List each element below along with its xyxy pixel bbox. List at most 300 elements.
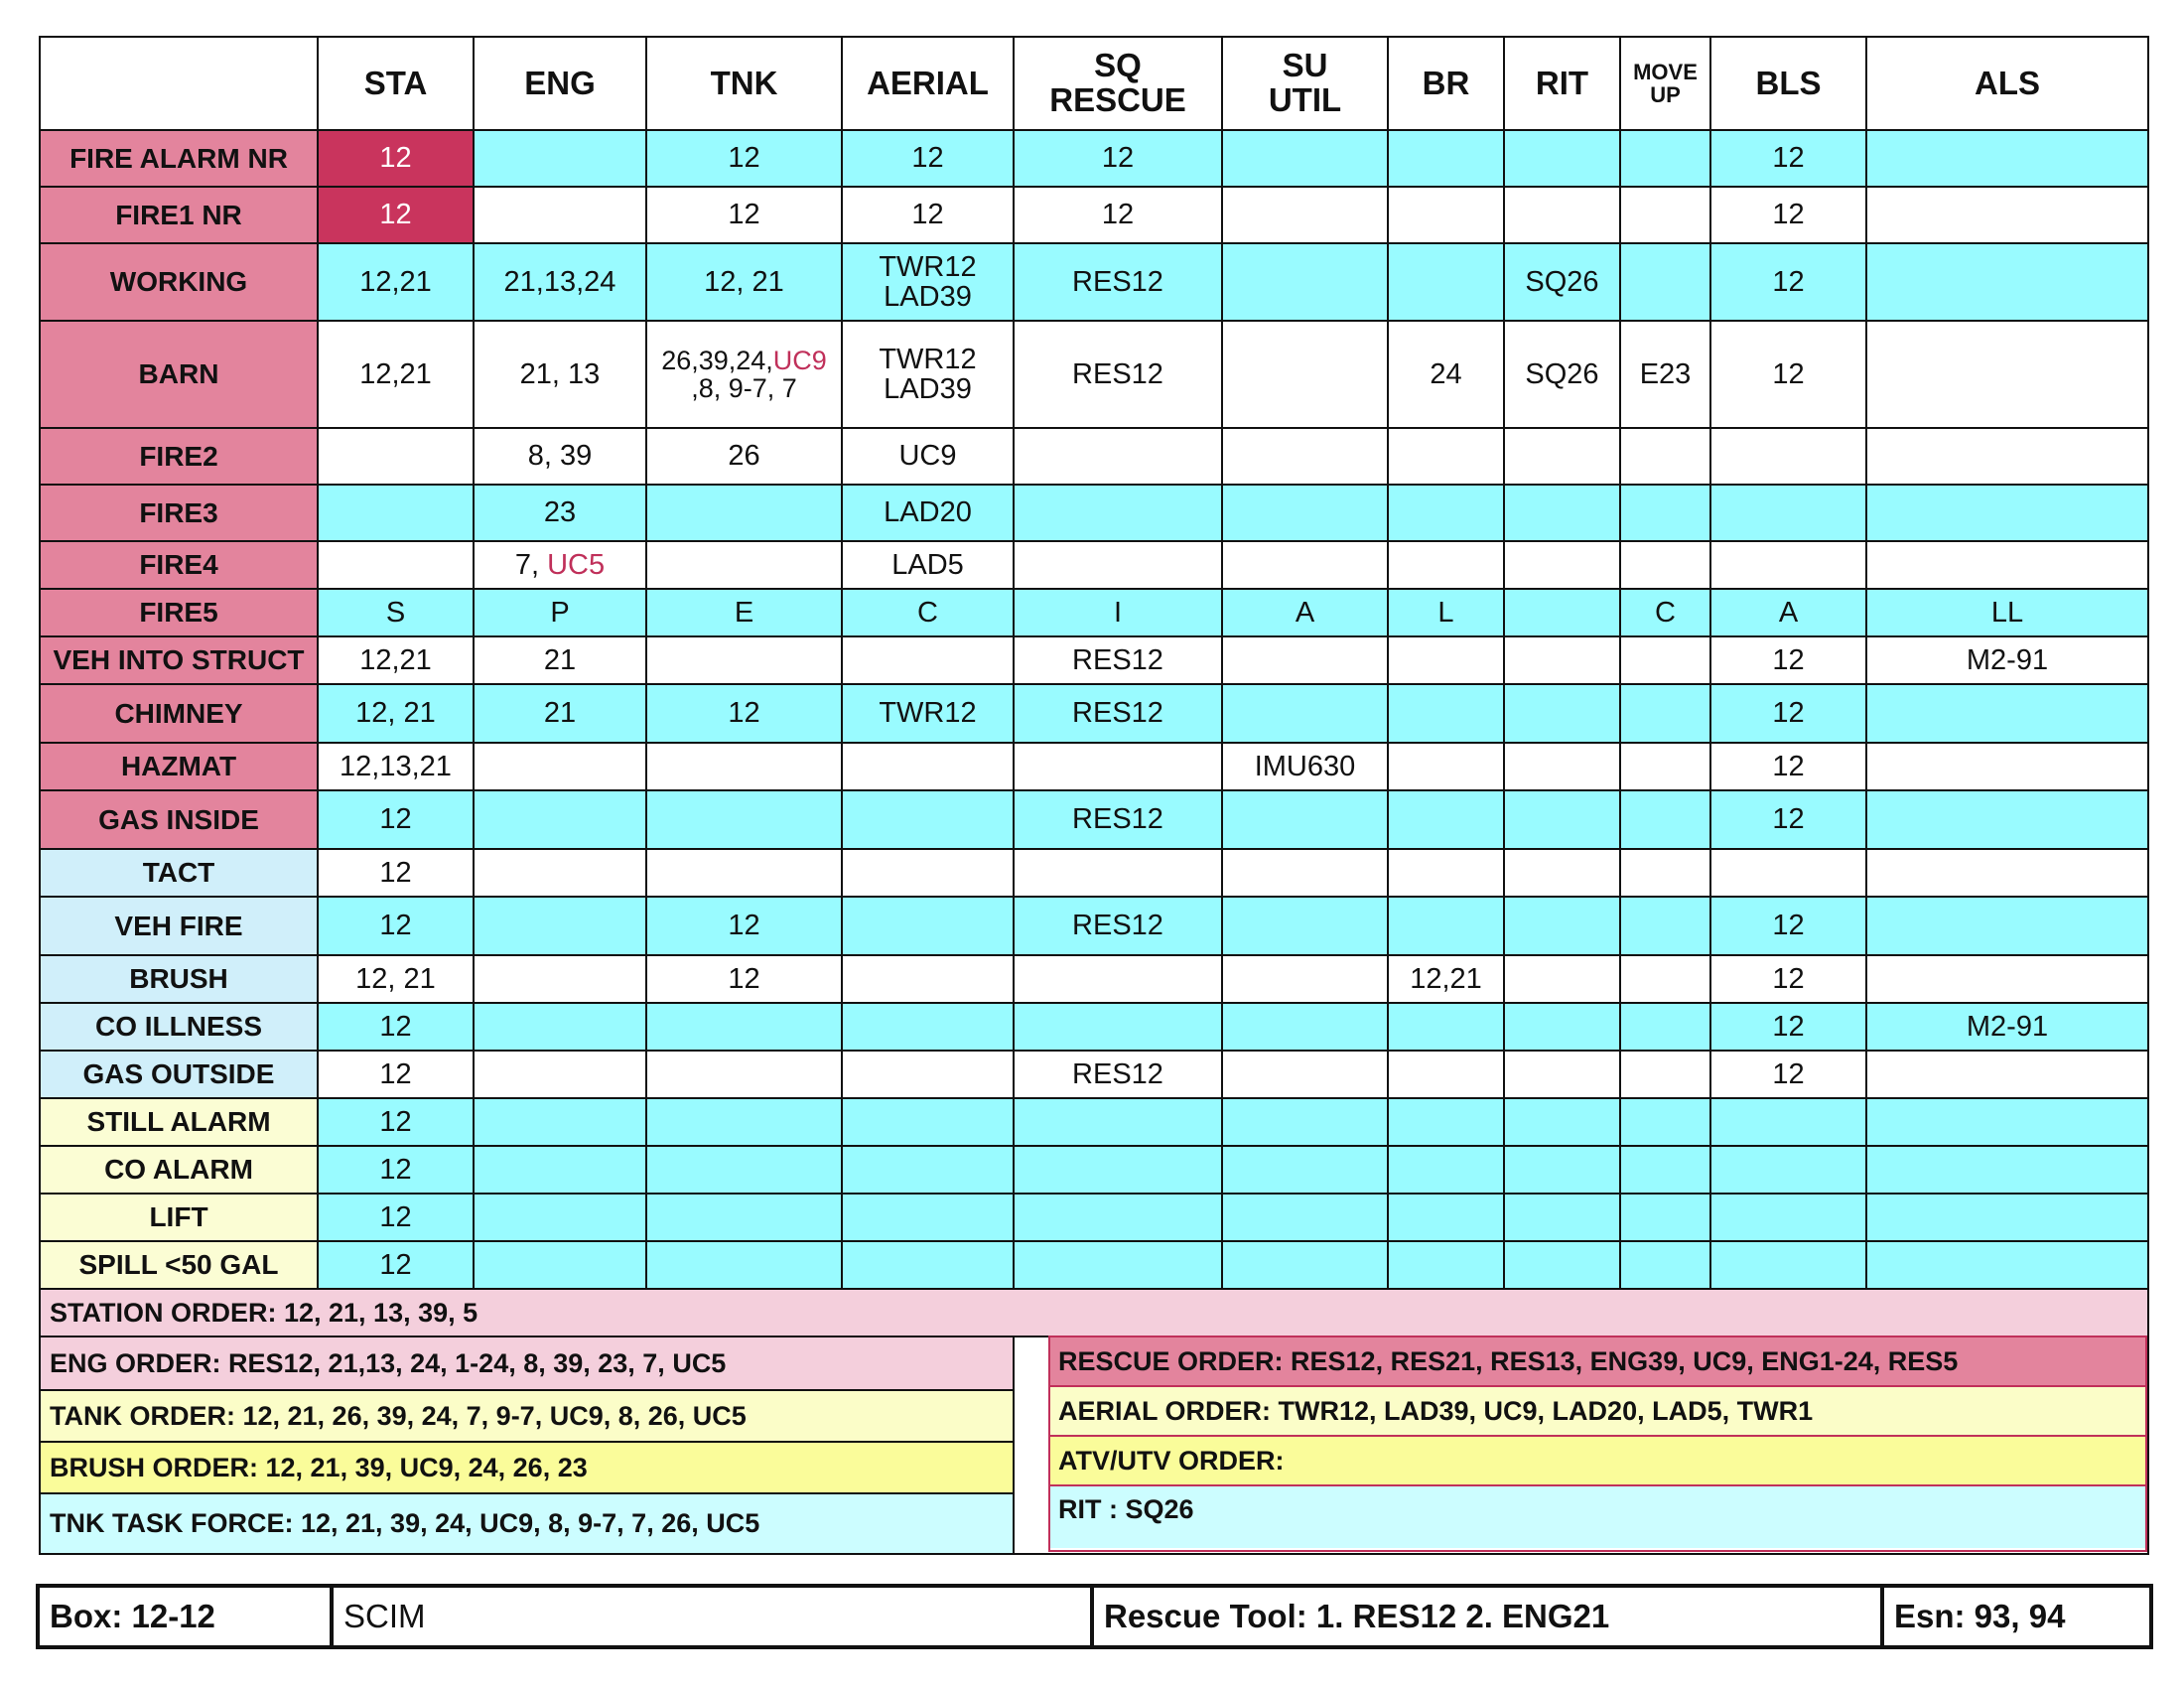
cell-su-util <box>1222 684 1388 743</box>
cell-rit <box>1504 743 1620 790</box>
cell-sq-rescue: RES12 <box>1014 636 1222 684</box>
cell-move-up <box>1620 130 1710 187</box>
cell-br: 24 <box>1388 321 1504 428</box>
cell-sta: 12 <box>318 130 474 187</box>
cell-eng: 21 <box>474 636 646 684</box>
cell-sta: 12 <box>318 1051 474 1098</box>
cell-move-up <box>1620 1051 1710 1098</box>
cell-sq-rescue: RES12 <box>1014 1051 1222 1098</box>
cell-rit: SQ26 <box>1504 321 1620 428</box>
cell-sta: 12,21 <box>318 321 474 428</box>
cell-br <box>1388 187 1504 243</box>
cell-tnk: 12, 21 <box>646 243 842 321</box>
cell-als <box>1866 243 2148 321</box>
cell-als <box>1866 541 2148 589</box>
left-orders-panel <box>40 1336 1014 1554</box>
cell-sq-rescue <box>1014 849 1222 897</box>
cell-sta: 12 <box>318 1003 474 1051</box>
cell-br <box>1388 428 1504 485</box>
cell-eng <box>474 130 646 187</box>
cell-br <box>1388 243 1504 321</box>
cell-sta: 12 <box>318 187 474 243</box>
cell-su-util <box>1222 1241 1388 1289</box>
table-row <box>40 684 2148 743</box>
tank-order: TANK ORDER: 12, 21, 26, 39, 24, 7, 9-7, UC9, 8, 26, UC5 <box>41 1391 1013 1443</box>
cell-sta: 12 <box>318 849 474 897</box>
cell-aerial <box>842 743 1014 790</box>
cell-bls <box>1710 1241 1866 1289</box>
row-label: TACT <box>40 849 318 897</box>
cell-move-up <box>1620 1003 1710 1051</box>
cell-rit <box>1504 849 1620 897</box>
cell-aerial: TWR12 LAD39 <box>842 243 1014 321</box>
table-row <box>40 849 2148 897</box>
table-row <box>40 897 2148 955</box>
cell-aerial <box>842 897 1014 955</box>
cell-rit <box>1504 1003 1620 1051</box>
cell-su-util <box>1222 790 1388 849</box>
cell-br <box>1388 485 1504 541</box>
cell-als <box>1866 1241 2148 1289</box>
cell-sta: 12,21 <box>318 636 474 684</box>
cell-aerial <box>842 1146 1014 1194</box>
cell-sq-rescue: 12 <box>1014 130 1222 187</box>
cell-aerial <box>842 1194 1014 1241</box>
cell-aerial: LAD20 <box>842 485 1014 541</box>
cell-bls: 12 <box>1710 187 1866 243</box>
cell-eng <box>474 790 646 849</box>
cell-bls: 12 <box>1710 636 1866 684</box>
cell-sta: 12 <box>318 1146 474 1194</box>
cell-br <box>1388 684 1504 743</box>
cell-als <box>1866 743 2148 790</box>
cell-br <box>1388 1098 1504 1146</box>
cell-sq-rescue <box>1014 1098 1222 1146</box>
cell-rit <box>1504 187 1620 243</box>
cell-tnk: 12 <box>646 684 842 743</box>
row-label: FIRE2 <box>40 428 318 485</box>
cell-move-up: C <box>1620 589 1710 636</box>
table-row <box>40 955 2148 1003</box>
table-row <box>40 1146 2148 1194</box>
cell-rit <box>1504 1051 1620 1098</box>
cell-als <box>1866 485 2148 541</box>
cell-sq-rescue <box>1014 1146 1222 1194</box>
cell-bls: 12 <box>1710 243 1866 321</box>
cell-bls <box>1710 1194 1866 1241</box>
cell-tnk <box>646 636 842 684</box>
cell-su-util <box>1222 955 1388 1003</box>
cell-aerial: TWR12 <box>842 684 1014 743</box>
table-row <box>40 130 2148 187</box>
cell-als: M2-91 <box>1866 636 2148 684</box>
table-row <box>40 1098 2148 1146</box>
box-number: Box: 12-12 <box>38 1586 332 1647</box>
esn-number: Esn: 93, 94 <box>1882 1586 2151 1647</box>
row-label: CO ALARM <box>40 1146 318 1194</box>
cell-tnk <box>646 485 842 541</box>
cell-als <box>1866 684 2148 743</box>
cell-bls: 12 <box>1710 955 1866 1003</box>
cell-sta: 12 <box>318 790 474 849</box>
table-row <box>40 636 2148 684</box>
cell-sta: 12 <box>318 1241 474 1289</box>
cell-move-up <box>1620 1194 1710 1241</box>
cell-su-util: A <box>1222 589 1388 636</box>
rescue-tool: Rescue Tool: 1. RES12 2. ENG21 <box>1092 1586 1882 1647</box>
cell-eng <box>474 897 646 955</box>
cell-als <box>1866 130 2148 187</box>
cell-tnk <box>646 1098 842 1146</box>
cell-tnk <box>646 1146 842 1194</box>
cell-als <box>1866 1098 2148 1146</box>
cell-als <box>1866 1051 2148 1098</box>
cell-aerial: C <box>842 589 1014 636</box>
cell-tnk <box>646 1051 842 1098</box>
cell-aerial: TWR12 LAD39 <box>842 321 1014 428</box>
header-sq-rescue: SQ RESCUE <box>1014 37 1222 130</box>
cell-tnk: 12 <box>646 130 842 187</box>
table-row <box>40 485 2148 541</box>
cell-su-util <box>1222 1146 1388 1194</box>
row-label: BARN <box>40 321 318 428</box>
cell-su-util <box>1222 1003 1388 1051</box>
cell-tnk <box>646 790 842 849</box>
cell-br <box>1388 790 1504 849</box>
cell-rit <box>1504 897 1620 955</box>
cell-br <box>1388 130 1504 187</box>
cell-move-up <box>1620 485 1710 541</box>
cell-sq-rescue: RES12 <box>1014 684 1222 743</box>
cell-eng: 8, 39 <box>474 428 646 485</box>
header-sta: STA <box>318 37 474 130</box>
cell-sta <box>318 428 474 485</box>
cell-move-up <box>1620 1241 1710 1289</box>
cell-br <box>1388 1194 1504 1241</box>
header-move-up: MOVE UP <box>1620 37 1710 130</box>
cell-bls <box>1710 1146 1866 1194</box>
cell-su-util: IMU630 <box>1222 743 1388 790</box>
cell-tnk <box>646 1194 842 1241</box>
cell-bls <box>1710 428 1866 485</box>
cell-als <box>1866 1146 2148 1194</box>
cell-move-up <box>1620 790 1710 849</box>
cell-br: L <box>1388 589 1504 636</box>
cell-su-util <box>1222 1051 1388 1098</box>
cell-als <box>1866 428 2148 485</box>
cell-aerial: 12 <box>842 187 1014 243</box>
cell-su-util <box>1222 485 1388 541</box>
cell-br <box>1388 897 1504 955</box>
table-row <box>40 243 2148 321</box>
cell-als <box>1866 1194 2148 1241</box>
cell-sta: 12, 21 <box>318 684 474 743</box>
table-row <box>40 589 2148 636</box>
cell-eng: 23 <box>474 485 646 541</box>
cell-tnk <box>646 541 842 589</box>
cell-eng <box>474 1098 646 1146</box>
cell-su-util <box>1222 849 1388 897</box>
cell-als <box>1866 955 2148 1003</box>
cell-rit <box>1504 589 1620 636</box>
cell-bls: 12 <box>1710 897 1866 955</box>
cell-sta: 12 <box>318 897 474 955</box>
cell-als <box>1866 187 2148 243</box>
header-br: BR <box>1388 37 1504 130</box>
cell-su-util <box>1222 428 1388 485</box>
cell-su-util <box>1222 243 1388 321</box>
cell-tnk: 12 <box>646 187 842 243</box>
cell-sta <box>318 541 474 589</box>
cell-tnk: 26 <box>646 428 842 485</box>
cell-rit <box>1504 636 1620 684</box>
eng-order: ENG ORDER: RES12, 21,13, 24, 1-24, 8, 39, 23, 7, UC5 <box>41 1337 1013 1391</box>
cell-bls: 12 <box>1710 1003 1866 1051</box>
cell-su-util <box>1222 187 1388 243</box>
cell-text: 7, <box>514 548 548 581</box>
cell-tnk <box>646 849 842 897</box>
cell-aerial <box>842 790 1014 849</box>
cell-move-up <box>1620 897 1710 955</box>
cell-sta <box>318 485 474 541</box>
header-tnk: TNK <box>646 37 842 130</box>
cell-rit <box>1504 1098 1620 1146</box>
cell-br <box>1388 1051 1504 1098</box>
header-als: ALS <box>1866 37 2148 130</box>
cell-br <box>1388 1146 1504 1194</box>
cell-move-up <box>1620 743 1710 790</box>
cell-eng <box>474 1194 646 1241</box>
table-row <box>40 1003 2148 1051</box>
cell-sq-rescue <box>1014 428 1222 485</box>
header-row <box>40 37 2148 130</box>
cell-br <box>1388 636 1504 684</box>
cell-su-util <box>1222 636 1388 684</box>
cell-als: LL <box>1866 589 2148 636</box>
cell-sq-rescue: RES12 <box>1014 790 1222 849</box>
cell-text: ,8, 9-7, 7 <box>691 373 797 403</box>
cell-rit <box>1504 428 1620 485</box>
brush-order: BRUSH ORDER: 12, 21, 39, UC9, 24, 26, 23 <box>41 1443 1013 1494</box>
cell-br: 12,21 <box>1388 955 1504 1003</box>
row-label: GAS INSIDE <box>40 790 318 849</box>
cell-bls: 12 <box>1710 130 1866 187</box>
row-label: FIRE ALARM NR <box>40 130 318 187</box>
cell-bls <box>1710 541 1866 589</box>
cell-move-up <box>1620 243 1710 321</box>
cell-eng <box>474 541 646 589</box>
row-label: VEH FIRE <box>40 897 318 955</box>
cell-als: M2-91 <box>1866 1003 2148 1051</box>
cell-eng <box>474 849 646 897</box>
cell-bls: 12 <box>1710 790 1866 849</box>
cell-tnk: 12 <box>646 955 842 1003</box>
cell-sq-rescue <box>1014 1194 1222 1241</box>
cell-tnk <box>646 321 842 428</box>
cell-su-util <box>1222 1098 1388 1146</box>
cell-br <box>1388 1003 1504 1051</box>
cell-sq-rescue: RES12 <box>1014 897 1222 955</box>
cell-aerial <box>842 1241 1014 1289</box>
table-row <box>40 1194 2148 1241</box>
cell-aerial <box>842 1098 1014 1146</box>
footer-bar <box>36 1584 2153 1649</box>
row-label: BRUSH <box>40 955 318 1003</box>
cell-sq-rescue: I <box>1014 589 1222 636</box>
cell-tnk <box>646 1241 842 1289</box>
table-row <box>40 1241 2148 1289</box>
cell-aerial: LAD5 <box>842 541 1014 589</box>
cell-tnk: 12 <box>646 897 842 955</box>
row-label: FIRE4 <box>40 541 318 589</box>
cell-bls <box>1710 485 1866 541</box>
cell-sta: 12 <box>318 1194 474 1241</box>
cell-move-up <box>1620 684 1710 743</box>
cell-eng <box>474 1051 646 1098</box>
cell-eng <box>474 955 646 1003</box>
cell-sq-rescue <box>1014 1003 1222 1051</box>
row-label: SPILL <50 GAL <box>40 1241 318 1289</box>
cell-sta: S <box>318 589 474 636</box>
cell-sq-rescue: 12 <box>1014 187 1222 243</box>
cell-move-up <box>1620 955 1710 1003</box>
cell-move-up <box>1620 1098 1710 1146</box>
cell-aerial <box>842 955 1014 1003</box>
row-label: FIRE3 <box>40 485 318 541</box>
cell-rit <box>1504 955 1620 1003</box>
cell-als <box>1866 897 2148 955</box>
cell-move-up <box>1620 187 1710 243</box>
cell-sq-rescue: RES12 <box>1014 321 1222 428</box>
cell-als <box>1866 321 2148 428</box>
cell-aerial <box>842 849 1014 897</box>
row-label: GAS OUTSIDE <box>40 1051 318 1098</box>
cell-su-util <box>1222 130 1388 187</box>
cell-move-up: E23 <box>1620 321 1710 428</box>
header-aerial: AERIAL <box>842 37 1014 130</box>
cell-bls <box>1710 849 1866 897</box>
cell-eng <box>474 1146 646 1194</box>
row-label: FIRE1 NR <box>40 187 318 243</box>
cell-tnk <box>646 743 842 790</box>
cell-rit <box>1504 130 1620 187</box>
tnk-task-force: TNK TASK FORCE: 12, 21, 39, 24, UC9, 8, 9-7, 7, 26, UC5 <box>41 1494 1013 1553</box>
station-order: STATION ORDER: 12, 21, 13, 39, 5 <box>40 1289 2148 1336</box>
cell-su-util <box>1222 541 1388 589</box>
cell-rit <box>1504 1194 1620 1241</box>
cell-eng: 21, 13 <box>474 321 646 428</box>
cell-rit <box>1504 684 1620 743</box>
row-label: CHIMNEY <box>40 684 318 743</box>
cell-tnk <box>646 1003 842 1051</box>
cell-rit <box>1504 1146 1620 1194</box>
cell-rit: SQ26 <box>1504 243 1620 321</box>
run-card-table <box>39 36 2149 1555</box>
row-label: VEH INTO STRUCT <box>40 636 318 684</box>
rescue-order: RESCUE ORDER: RES12, RES21, RES13, ENG39, UC9, ENG1-24, RES5 <box>1050 1337 2145 1387</box>
table-row <box>40 1051 2148 1098</box>
cell-eng <box>474 1241 646 1289</box>
table-row <box>40 428 2148 485</box>
cell-sq-rescue <box>1014 955 1222 1003</box>
cell-eng <box>474 187 646 243</box>
cell-eng: P <box>474 589 646 636</box>
cell-bls <box>1710 1098 1866 1146</box>
table-row <box>40 321 2148 428</box>
cell-move-up <box>1620 849 1710 897</box>
cell-text-red: UC9 <box>772 345 827 375</box>
cell-su-util <box>1222 321 1388 428</box>
cell-text: 26,39,24, <box>661 345 773 375</box>
row-label: LIFT <box>40 1194 318 1241</box>
row-label: HAZMAT <box>40 743 318 790</box>
cell-eng: 21,13,24 <box>474 243 646 321</box>
cell-aerial <box>842 636 1014 684</box>
cell-eng: 21 <box>474 684 646 743</box>
cell-br <box>1388 541 1504 589</box>
cell-aerial: UC9 <box>842 428 1014 485</box>
cell-br <box>1388 1241 1504 1289</box>
header-su-util: SU UTIL <box>1222 37 1388 130</box>
cell-move-up <box>1620 541 1710 589</box>
cell-sq-rescue <box>1014 743 1222 790</box>
table-row <box>40 541 2148 589</box>
cell-aerial <box>842 1051 1014 1098</box>
row-label: WORKING <box>40 243 318 321</box>
cell-sq-rescue <box>1014 1241 1222 1289</box>
table-row <box>40 187 2148 243</box>
cell-bls: 12 <box>1710 321 1866 428</box>
cell-move-up <box>1620 636 1710 684</box>
cell-br <box>1388 743 1504 790</box>
cell-move-up <box>1620 1146 1710 1194</box>
cell-su-util <box>1222 1194 1388 1241</box>
row-label: FIRE5 <box>40 589 318 636</box>
cell-sq-rescue <box>1014 541 1222 589</box>
cell-eng <box>474 1003 646 1051</box>
cell-br <box>1388 849 1504 897</box>
cell-aerial <box>842 1003 1014 1051</box>
table-row <box>40 790 2148 849</box>
cell-sta: 12,21 <box>318 243 474 321</box>
cell-move-up <box>1620 428 1710 485</box>
header-bls: BLS <box>1710 37 1866 130</box>
cell-text-red: UC5 <box>547 548 606 581</box>
header-rit: RIT <box>1504 37 1620 130</box>
order-row <box>40 1289 2148 1336</box>
cell-sq-rescue: RES12 <box>1014 243 1222 321</box>
cell-bls: A <box>1710 589 1866 636</box>
cell-sta: 12 <box>318 1098 474 1146</box>
atv-utv-order: ATV/UTV ORDER: <box>1050 1437 2145 1486</box>
cell-sta: 12,13,21 <box>318 743 474 790</box>
cell-su-util <box>1222 897 1388 955</box>
cell-rit <box>1504 790 1620 849</box>
cell-rit <box>1504 1241 1620 1289</box>
cell-als <box>1866 790 2148 849</box>
cell-rit <box>1504 541 1620 589</box>
cell-bls: 12 <box>1710 743 1866 790</box>
right-orders-panel <box>1048 1336 2147 1552</box>
row-label: STILL ALARM <box>40 1098 318 1146</box>
header-eng: ENG <box>474 37 646 130</box>
cell-bls: 12 <box>1710 684 1866 743</box>
cell-aerial: 12 <box>842 130 1014 187</box>
cell-sta: 12, 21 <box>318 955 474 1003</box>
cell-sq-rescue <box>1014 485 1222 541</box>
aerial-order: AERIAL ORDER: TWR12, LAD39, UC9, LAD20, LAD5, TWR1 <box>1050 1387 2145 1437</box>
table-row <box>40 743 2148 790</box>
